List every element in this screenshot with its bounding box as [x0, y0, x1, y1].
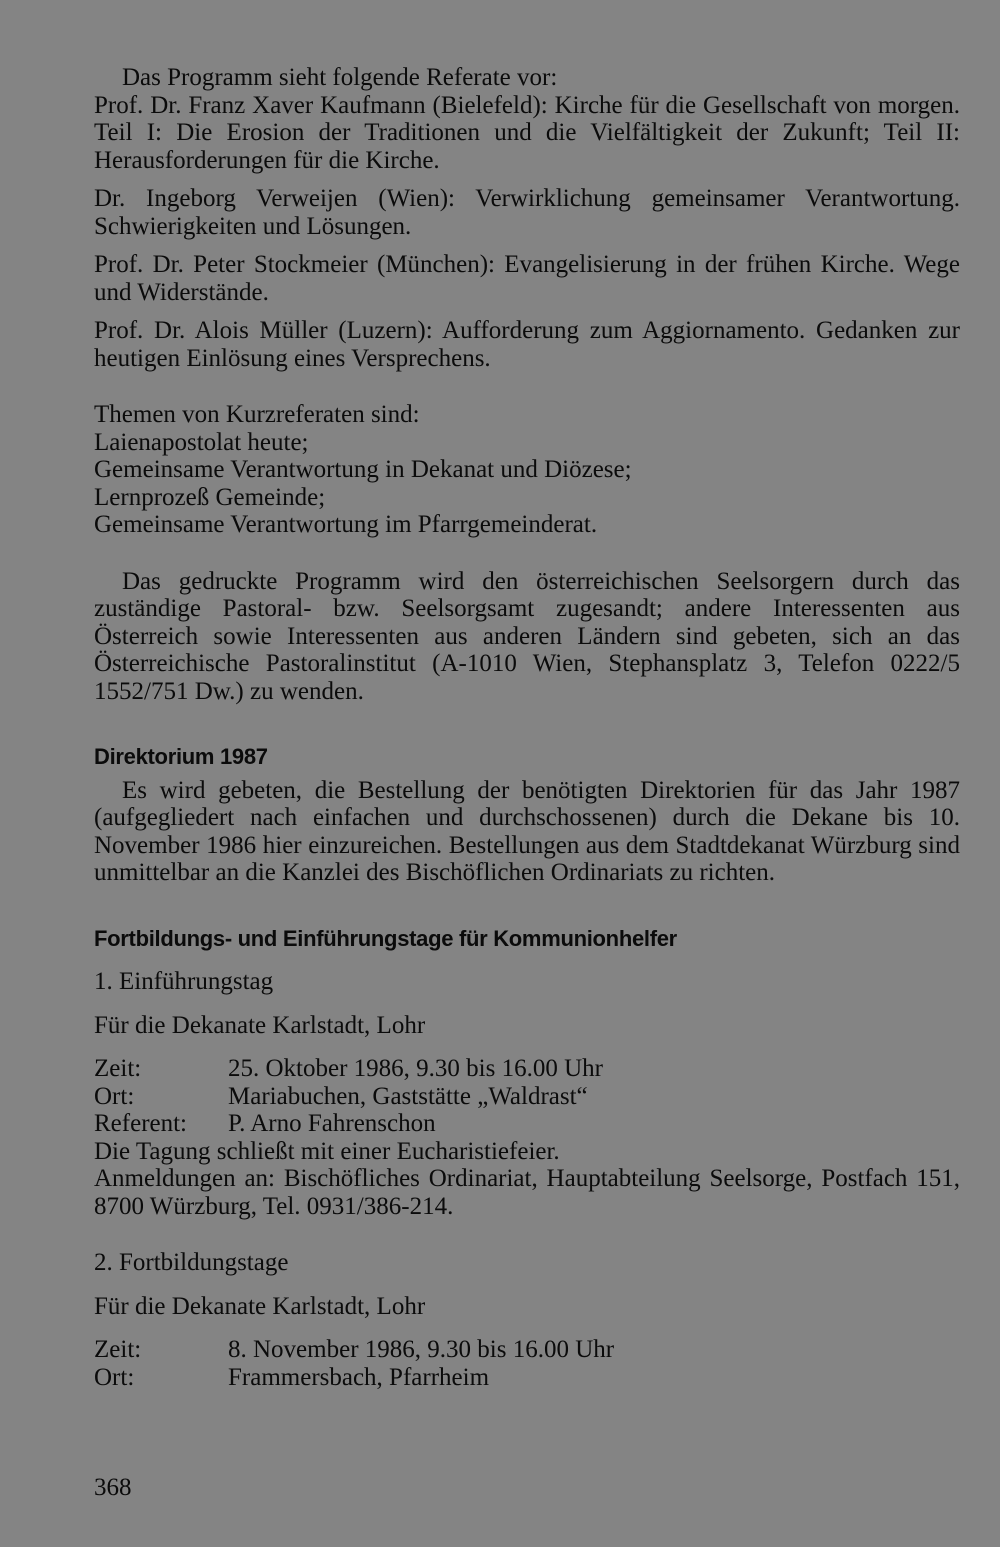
day1-title: 1. Einführungstag [94, 968, 274, 995]
short-talks-intro: Themen von Kurzreferaten sind: [94, 401, 420, 428]
detail-label: Referent: [94, 1110, 188, 1137]
short-talk-item: Laienapostolat heute; [94, 428, 309, 456]
lecture-mueller: Prof. Dr. Alois Müller (Luzern): Aufforderung zum Aggiornamento. Gedanken zur heutigen Einlösung eines Versprechens. [94, 317, 960, 372]
lecture-kaufmann: Prof. Dr. Franz Xaver Kaufmann (Bielefeld): Kirche für die Gesellschaft von morgen. Teil I: Die Erosion der Traditionen und die Vielfältigkeit der Zukunft; Teil II: Herausforderungen für die Kirche. [94, 91, 960, 174]
short-talk-item: Gemeinsame Verantwortung in Dekanat und Diözese; [94, 456, 632, 483]
day2-for: Für die Dekanate Karlstadt, Lohr [94, 1292, 426, 1320]
lecture-stockmeier: Prof. Dr. Peter Stockmeier (München): Evangelisierung in der frühen Kirche. Wege und Widerstände. [94, 251, 960, 306]
detail-value: Frammersbach, Pfarrheim [228, 1363, 490, 1391]
short-talk-item: Lernprozeß Gemeinde; [94, 483, 326, 511]
direktorium-section [94, 743, 960, 887]
day1-details [94, 1055, 960, 1138]
fortbildung-section [94, 925, 960, 1392]
program-intro: Das Programm sieht folgende Referate vor: [122, 64, 558, 91]
program-closing-paragraph: Das gedruckte Programm wird den österreichischen Seelsorgern durch das zuständige Pastoral- bzw. Seelsorgsamt zugesandt; andere Interessenten aus Österreich sowie Interessenten aus anderen Ländern sind gebeten, sich an das Österreichische Pastoralinstitut (A-1010 Wien, Stephansplatz 3, Telefon 0222/5 1552/751 Dw.) zu wenden. [94, 567, 960, 705]
direktorium-paragraph: Es wird gebeten, die Bestellung der benötigten Direktorien für das Jahr 1987 (aufgegliedert nach einfachen und durchschossenen) durch die Dekane bis 10. November 1986 hier einzureichen. Bestellungen aus dem Stadtdekanat Würzburg sind unmittelbar an die Kanzlei des Bischöflichen Ordinariats zu richten. [94, 776, 960, 886]
detail-row-place [94, 1083, 960, 1111]
day1-note: Die Tagung schließt mit einer Eucharistiefeier. [94, 1137, 560, 1165]
detail-value: 8. November 1986, 9.30 bis 16.00 Uhr [228, 1336, 615, 1363]
lecture-verweijen: Dr. Ingeborg Verweijen (Wien): Verwirklichung gemeinsamer Verantwortung. Schwierigkeiten und Lösungen. [94, 185, 960, 240]
fortbildung-heading: Fortbildungs- und Einführungstage für Kommunionhelfer [94, 925, 677, 951]
detail-value: P. Arno Fahrenschon [228, 1110, 436, 1137]
detail-row-place [94, 1364, 960, 1392]
detail-label: Ort: [94, 1363, 135, 1391]
detail-row-speaker [94, 1110, 960, 1138]
day1-for: Für die Dekanate Karlstadt, Lohr [94, 1011, 426, 1039]
direktorium-heading: Direktorium 1987 [94, 744, 268, 769]
detail-label: Zeit: [94, 1055, 142, 1082]
detail-row-time [94, 1055, 960, 1083]
page-content [94, 64, 960, 1391]
day1-registration: Anmeldungen an: Bischöfliches Ordinariat, Hauptabteilung Seelsorge, Postfach 151, 8700 Würzburg, Tel. 0931/386-214. [94, 1165, 960, 1220]
detail-value: Mariabuchen, Gaststätte „Waldrast“ [228, 1082, 588, 1110]
detail-label: Zeit: [94, 1336, 142, 1363]
program-section [94, 64, 960, 705]
detail-value: 25. Oktober 1986, 9.30 bis 16.00 Uhr [228, 1055, 603, 1082]
day2-details [94, 1336, 960, 1391]
page-number: 368 [94, 1474, 132, 1501]
detail-row-time [94, 1336, 960, 1364]
short-talk-item: Gemeinsame Verantwortung im Pfarrgemeinderat. [94, 511, 598, 538]
detail-label: Ort: [94, 1082, 135, 1110]
day2-title: 2. Fortbildungstage [94, 1249, 289, 1276]
